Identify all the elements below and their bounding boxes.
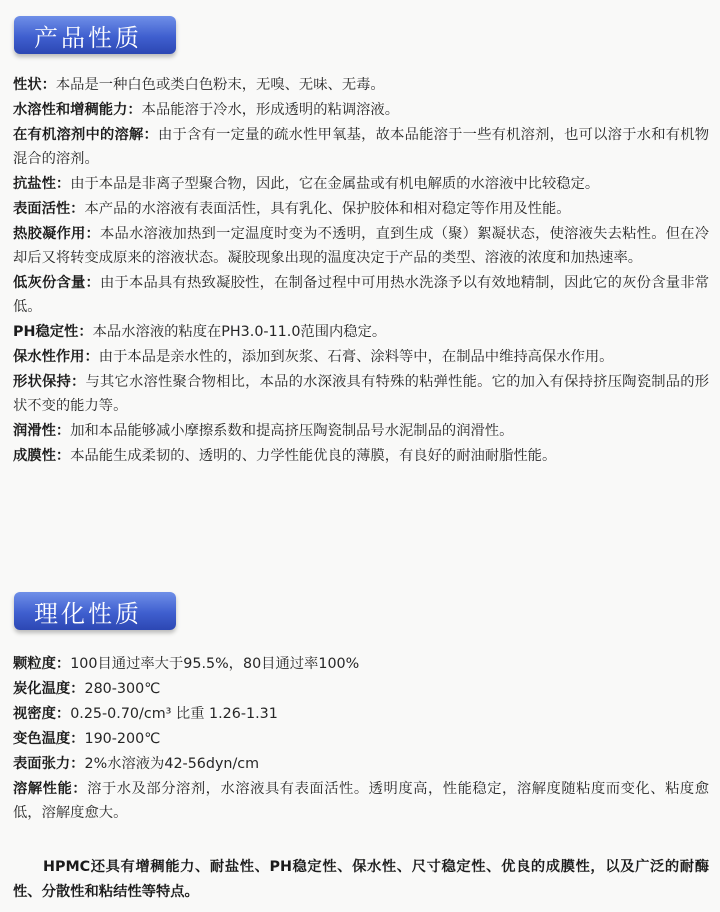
property-label: 润滑性：	[13, 423, 71, 439]
property-text: 由于含有一定量的疏水性甲氧基，故本品能溶于一些有机溶剂，也可以溶于水和有机物混合的溶剂。	[13, 127, 709, 167]
spec-value: 0.25-0.70/cm³ 比重 1.26-1.31	[70, 706, 278, 722]
property-label: 热胶凝作用：	[13, 226, 101, 242]
property-item	[13, 123, 709, 171]
property-label: 低灰份含量：	[13, 275, 101, 291]
property-text: 本品水溶液加热到一定温度时变为不透明，直到生成（聚）絮凝状态，使溶液失去粘性。但在冷却后又将转变成原来的溶液状态。凝胶现象出现的温度决定于产品的类型、溶液的浓度和加热速率。	[13, 226, 710, 266]
section-header-product-properties	[14, 16, 176, 54]
property-label: 保水性作用：	[13, 349, 99, 365]
property-item	[13, 370, 709, 418]
spec-label: 溶解性能：	[13, 781, 88, 797]
spec-item	[13, 752, 709, 776]
spec-item	[13, 702, 709, 726]
spec-label: 变色温度：	[13, 731, 85, 747]
property-item	[13, 222, 709, 270]
hpmc-summary: HPMC还具有增稠能力、耐盐性、PH稳定性、保水性、尺寸稳定性、优良的成膜性，以及广泛的耐酶性、分散性和粘结性等特点。	[13, 859, 709, 900]
property-label: 形状保持：	[13, 374, 86, 390]
spec-value: 280-300℃	[84, 681, 161, 697]
spec-label: 颗粒度：	[13, 656, 71, 672]
property-text: 由于本品是亲水性的，添加到灰浆、石膏、涂料等中，在制品中维持高保水作用。	[98, 349, 614, 365]
spec-value: 2%水溶液为42-56dyn/cm	[84, 756, 260, 772]
property-label: 表面活性：	[13, 201, 85, 217]
spec-label: 表面张力：	[13, 756, 85, 772]
spec-item	[13, 652, 709, 676]
spec-item	[13, 727, 709, 751]
spec-value: 100目通过率大于95.5%，80目通过率100%	[70, 656, 360, 672]
spec-label: 炭化温度：	[13, 681, 85, 697]
property-item	[13, 73, 709, 97]
property-text: 本品能溶于冷水，形成透明的粘调溶液。	[141, 102, 400, 118]
property-item	[13, 271, 709, 319]
property-item	[13, 419, 709, 443]
spec-value: 溶于水及部分溶剂，水溶液具有表面活性。透明度高，性能稳定，溶解度随粘度而变化、粘度愈低，溶解度愈大。	[13, 781, 710, 821]
property-item	[13, 320, 709, 344]
product-properties-list	[13, 73, 709, 468]
property-label: 在有机溶剂中的溶解：	[13, 127, 159, 143]
property-item	[13, 197, 709, 221]
property-text: 与其它水溶性聚合物相比，本品的水深液具有特殊的粘弹性能。它的加入有保持挤压陶瓷制品的形状不变的能力等。	[13, 374, 710, 414]
property-text: 本产品的水溶液有表面活性，具有乳化、保护胶体和相对稳定等作用及性能。	[84, 201, 571, 217]
property-label: PH稳定性：	[13, 324, 93, 340]
property-text: 本品水溶液的粘度在PH3.0-11.0范围内稳定。	[92, 324, 387, 340]
property-label: 抗盐性：	[13, 176, 71, 192]
physicochemical-properties-list	[13, 652, 709, 825]
spec-item	[13, 677, 709, 701]
spec-label: 视密度：	[13, 706, 71, 722]
property-text: 本品是一种白色或类白色粉末，无嗅、无味、无毒。	[55, 77, 385, 93]
section-title: 理化性质	[34, 599, 142, 628]
property-text: 加和本品能够减小摩擦系数和提高挤压陶瓷制品号水泥制品的润滑性。	[70, 423, 514, 439]
property-item	[13, 444, 709, 468]
property-text: 本品能生成柔韧的、透明的、力学性能优良的薄膜，有良好的耐油耐脂性能。	[70, 448, 557, 464]
property-label: 水溶性和增稠能力：	[13, 102, 142, 118]
spec-value: 190-200℃	[84, 731, 161, 747]
section-header-physicochemical-properties	[14, 592, 176, 630]
property-text: 由于本品具有热致凝胶性，在制备过程中可用热水洗涤予以有效地精制，因此它的灰份含量非常低。	[13, 275, 710, 315]
property-label: 成膜性：	[13, 448, 71, 464]
property-item	[13, 98, 709, 122]
property-item	[13, 345, 709, 369]
property-text: 由于本品是非离子型聚合物，因此，它在金属盐或有机电解质的水溶液中比较稳定。	[70, 176, 600, 192]
property-label: 性状：	[13, 77, 56, 93]
section-title: 产品性质	[34, 23, 142, 52]
spec-item	[13, 777, 709, 825]
property-item	[13, 172, 709, 196]
